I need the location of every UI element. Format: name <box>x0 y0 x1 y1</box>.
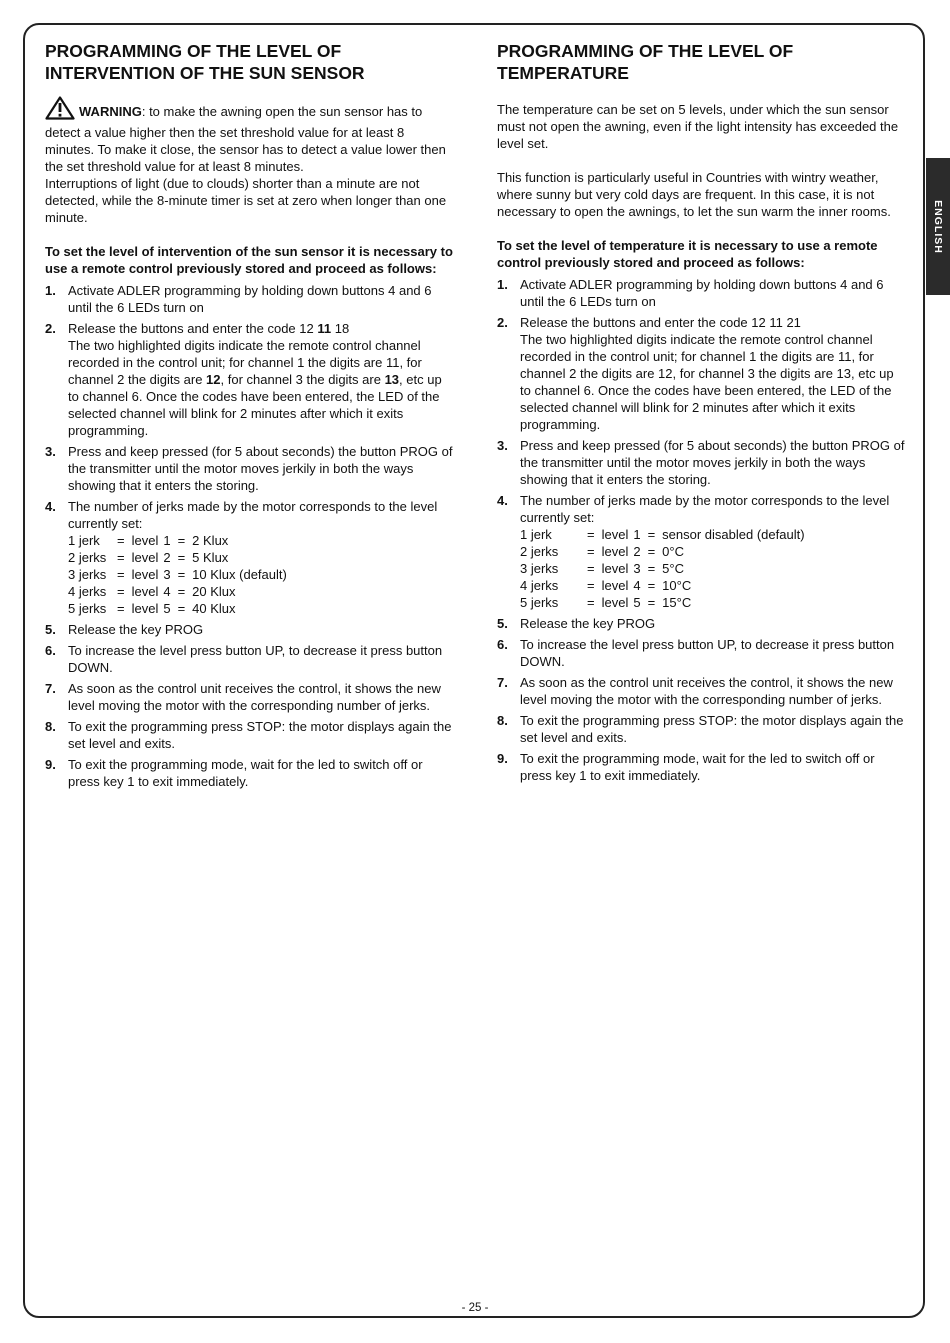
list-item: 1. Activate ADLER programming by holding down buttons 4 and 6 until the 6 LEDs turn on <box>45 283 432 315</box>
language-side-tab <box>926 158 950 295</box>
list-item: 9. To exit the programming mode, wait for the led to switch off or press key 1 to exit immediately. <box>497 751 875 783</box>
list-item: 8. To exit the programming press STOP: the motor displays again the set level and exits. <box>497 713 904 745</box>
temperature-title: PROGRAMMING OF THE LEVEL OF TEMPERATURE <box>497 41 794 83</box>
language-tab-label: ENGLISH <box>932 199 944 254</box>
sun-sensor-steps <box>45 282 453 790</box>
table-row: 3 jerks = level 3 = 10 Klux (default) <box>68 567 287 582</box>
temperature-intro-2: This function is particularly useful in Countries with wintry weather, where sunny but very cold days are frequent. In this case, it is not necessary to open the awnings, to let the sun warm the inner rooms. <box>497 170 891 219</box>
list-item: 7. As soon as the control unit receives the control, it shows the new level moving the motor with the corresponding number of jerks. <box>45 681 441 713</box>
list-item: 2. Release the buttons and enter the code 12 11 21 The two highlighted digits indicate the remote control channel recorded in the control unit; for channel 1 the digits are 11, for channel 2 the digits are 12, for channel 3 the digits are 13, etc up to channel 6. Once the codes have been entered, the LED of the selected channel will blink for 2 minutes after which it exits programming. <box>497 315 894 432</box>
step-number: 8. <box>497 713 508 728</box>
step-number: 5. <box>497 616 508 631</box>
list-item: 1. Activate ADLER programming by holding down buttons 4 and 6 until the 6 LEDs turn on <box>497 277 884 309</box>
warning-triangle-icon <box>45 96 75 124</box>
list-item: 2. Release the buttons and enter the code 12 11 18 The two highlighted digits indicate the remote control channel recorded in the control unit; for channel 1 the digits are 11, for channel 2 the digits are 12, for channel 3 the digits are 13, etc up to channel 6. Once the codes have been entered, the LED of the selected channel will blink for 2 minutes after which it exits programming. <box>45 321 442 438</box>
list-item: 3. Press and keep pressed (for 5 about seconds) the button PROG of the transmitter until the motor moves jerkily in both the ways showing that it enters the storing. <box>45 444 453 493</box>
list-item: 9. To exit the programming mode, wait for the led to switch off or press key 1 to exit immediately. <box>45 757 423 789</box>
step-number: 6. <box>45 643 56 658</box>
table-row: 5 jerks = level 5 = 40 Klux <box>68 601 236 616</box>
list-item: 8. To exit the programming press STOP: the motor displays again the set level and exits. <box>45 719 452 751</box>
step-number: 8. <box>45 719 56 734</box>
sun-sensor-lead: To set the level of intervention of the sun sensor it is necessary to use a remote control previously stored and proceed as follows: <box>45 244 453 276</box>
step-number: 4. <box>45 499 56 514</box>
table-row: 4 jerks = level 4 = 10°C <box>520 578 692 593</box>
step-number: 9. <box>497 751 508 766</box>
list-item: 5. Release the key PROG <box>45 622 204 637</box>
step-number: 7. <box>45 681 56 696</box>
temperature-intro-1: The temperature can be set on 5 levels, under which the sun sensor must not open the awning, even if the light intensity has exceeded the level set. <box>497 102 899 151</box>
step-number: 2. <box>497 315 508 330</box>
table-row: 1 jerk = level 1 = 2 Klux <box>68 533 229 548</box>
right-column <box>497 40 907 788</box>
warning-text: : to make the awning open the sun sensor has to detect a value higher then the set threshold value for at least 8 minutes. To make it close, the sensor has to detect a value lower then the set threshold value for at least 8 minutes. <box>45 104 446 174</box>
warning-label: WARNING <box>79 104 142 119</box>
page-number: - 25 - <box>461 1302 489 1314</box>
step-number: 1. <box>497 277 508 292</box>
step-number: 2. <box>45 321 56 336</box>
step-number: 3. <box>45 444 56 459</box>
list-item: 4. The number of jerks made by the motor corresponds to the level currently set: 1 jerk = level 1 = 2 Klux 2 jerks = level 2 = 5 Klux 3 jerks = level 3 = 10 Klux (default) 4 jerks = level 4 = 20 Klux 5 jerks = level 5 = 40 Klux <box>45 499 438 616</box>
table-row: 4 jerks = level 4 = 20 Klux <box>68 584 236 599</box>
temperature-steps <box>497 276 907 784</box>
step-number: 6. <box>497 637 508 652</box>
sun-level-table <box>68 532 287 617</box>
temperature-level-table <box>520 526 805 611</box>
warning-block <box>45 96 453 226</box>
table-row: 2 jerks = level 2 = 5 Klux <box>68 550 229 565</box>
table-row: 5 jerks = level 5 = 15°C <box>520 595 692 610</box>
step-number: 7. <box>497 675 508 690</box>
step-number: 1. <box>45 283 56 298</box>
table-row: 1 jerk = level 1 = sensor disabled (default) <box>520 527 805 542</box>
table-row: 2 jerks = level 2 = 0°C <box>520 544 684 559</box>
warning-text-2: Interruptions of light (due to clouds) shorter than a minute are not detected, while the 8-minute timer is set at zero when longer than one minute. <box>45 176 447 225</box>
step-number: 4. <box>497 493 508 508</box>
list-item: 6. To increase the level press button UP, to decrease it press button DOWN. <box>45 643 443 675</box>
sun-sensor-title: PROGRAMMING OF THE LEVEL OF INTERVENTION OF THE SUN SENSOR <box>45 41 365 83</box>
step-number: 5. <box>45 622 56 637</box>
list-item: 5. Release the key PROG <box>497 616 656 631</box>
list-item: 6. To increase the level press button UP, to decrease it press button DOWN. <box>497 637 895 669</box>
list-item: 3. Press and keep pressed (for 5 about seconds) the button PROG of the transmitter until the motor moves jerkily in both the ways showing that it enters the storing. <box>497 438 905 487</box>
left-column <box>45 40 453 794</box>
list-item: 7. As soon as the control unit receives the control, it shows the new level moving the motor with the corresponding number of jerks. <box>497 675 893 707</box>
step-number: 3. <box>497 438 508 453</box>
table-row: 3 jerks = level 3 = 5°C <box>520 561 684 576</box>
step-number: 9. <box>45 757 56 772</box>
list-item: 4. The number of jerks made by the motor corresponds to the level currently set: 1 jerk = level 1 = sensor disabled (default) 2 jerks = level 2 = 0°C 3 jerks = level 3 = 5°C 4 jerks = level 4 = 10°C 5 jerks = level 5 = 15°C <box>497 493 890 610</box>
temperature-lead: To set the level of temperature it is necessary to use a remote control previously stored and proceed as follows: <box>497 238 878 270</box>
